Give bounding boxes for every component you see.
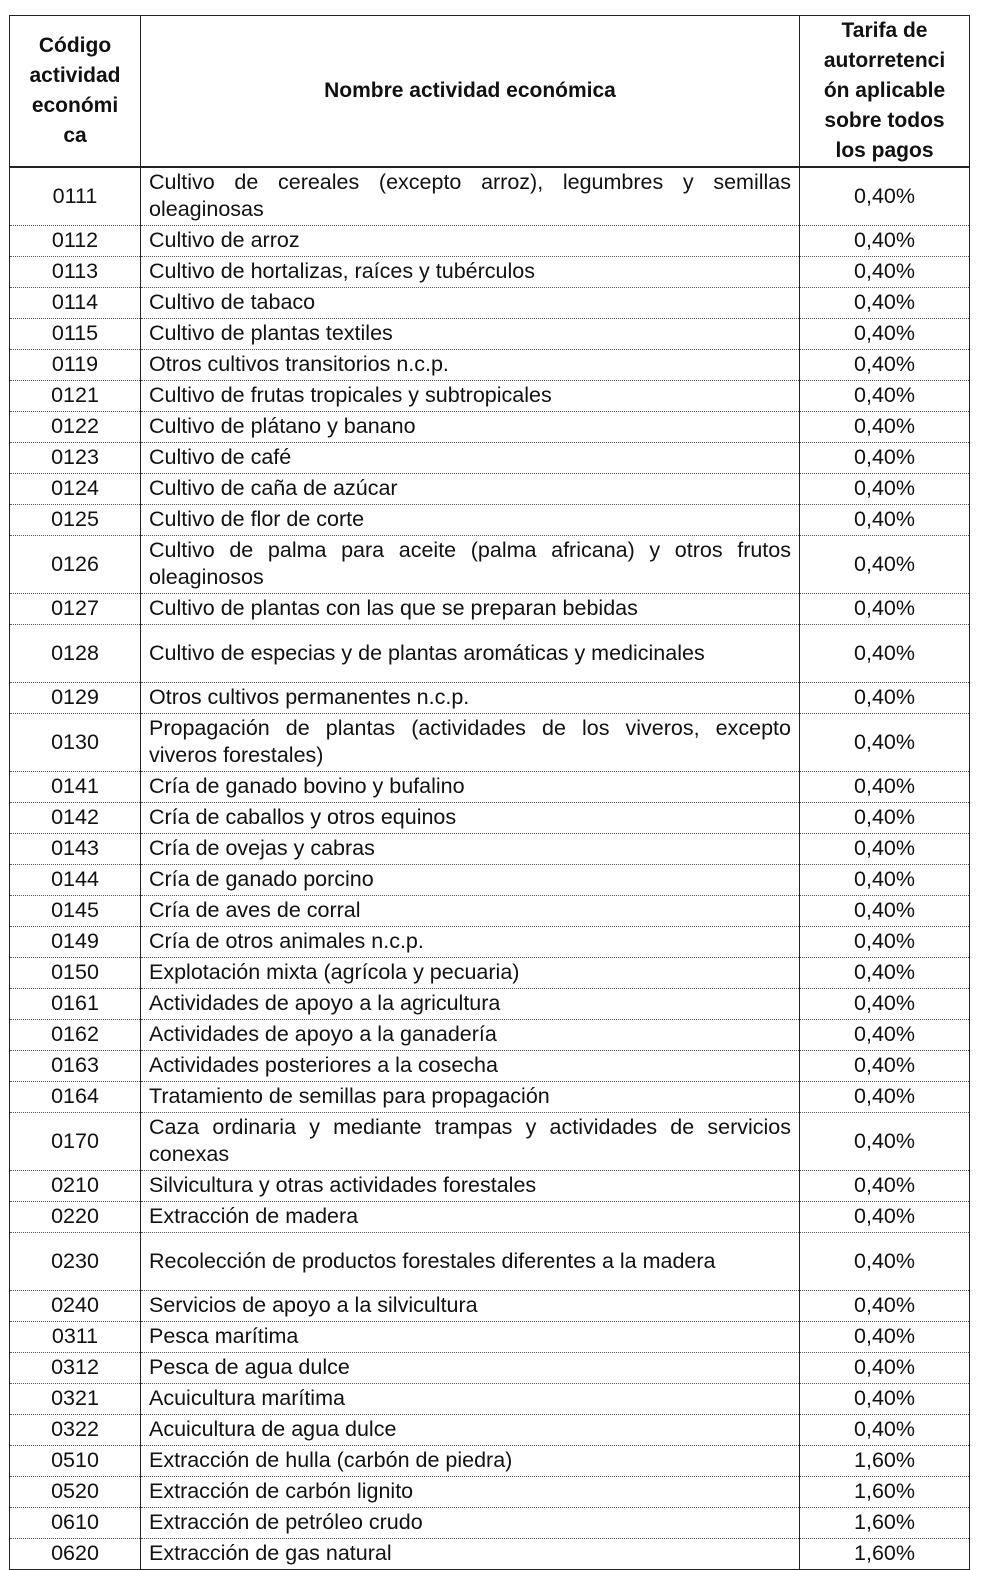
activity-name: Pesca de agua dulce [141,1353,800,1384]
table-row [10,412,970,443]
activity-rate: 0,40% [800,1322,970,1353]
table-row [10,1051,970,1082]
activity-name: Cultivo de plantas textiles [141,319,800,350]
activity-name: Propagación de plantas (actividades de los viveros, excepto viveros forestales) [141,714,800,772]
activity-rate: 0,40% [800,896,970,927]
activity-code: 0125 [10,505,141,536]
activity-code: 0142 [10,803,141,834]
activity-rate: 1,60% [800,1539,970,1570]
header-row [10,16,970,168]
activity-rate: 1,60% [800,1508,970,1539]
activity-name: Cría de otros animales n.c.p. [141,927,800,958]
activity-name: Cría de ganado bovino y bufalino [141,772,800,803]
activity-rate: 0,40% [800,505,970,536]
activity-rate: 0,40% [800,257,970,288]
activity-code: 0311 [10,1322,141,1353]
header-code-line: ca [63,124,87,147]
activity-name: Caza ordinaria y mediante trampas y actividades de servicios conexas [141,1113,800,1171]
activity-name: Cría de caballos y otros equinos [141,803,800,834]
table-row [10,927,970,958]
table-row [10,1384,970,1415]
activity-code: 0111 [10,167,141,226]
table-row [10,834,970,865]
table-row [10,594,970,625]
activity-name: Cría de ganado porcino [141,865,800,896]
table-row [10,1082,970,1113]
activity-rate: 0,40% [800,714,970,772]
activity-name: Explotación mixta (agrícola y pecuaria) [141,958,800,989]
document-page [9,15,969,1570]
activity-rate: 0,40% [800,167,970,226]
activity-rate: 1,60% [800,1477,970,1508]
header-rate [800,16,970,168]
activity-code: 0144 [10,865,141,896]
activity-code: 0119 [10,350,141,381]
activity-rate: 0,40% [800,443,970,474]
activity-code: 0161 [10,989,141,1020]
table-row [10,1508,970,1539]
header-code-line: Código [38,34,112,57]
activity-rate: 0,40% [800,594,970,625]
table-row [10,1020,970,1051]
activity-rate: 0,40% [800,989,970,1020]
activity-name: Cultivo de plátano y banano [141,412,800,443]
activity-rate: 0,40% [800,927,970,958]
activity-name: Cultivo de tabaco [141,288,800,319]
activity-rate: 0,40% [800,1051,970,1082]
table-row [10,772,970,803]
activity-rate: 0,40% [800,536,970,594]
activity-rate: 0,40% [800,803,970,834]
activity-name: Cultivo de palma para aceite (palma africana) y otros frutos oleaginosos [141,536,800,594]
activity-code: 0115 [10,319,141,350]
header-rate-line: ón aplicable [823,79,946,102]
table-header [10,16,970,168]
activity-name: Cultivo de hortalizas, raíces y tubérculos [141,257,800,288]
activity-code: 0240 [10,1291,141,1322]
activity-rate: 0,40% [800,772,970,803]
activity-name: Cultivo de arroz [141,226,800,257]
activity-rate: 0,40% [800,350,970,381]
table-row [10,1446,970,1477]
activity-rate: 0,40% [800,958,970,989]
activity-rate: 0,40% [800,1202,970,1233]
activity-name: Cultivo de caña de azúcar [141,474,800,505]
activity-name: Recolección de productos forestales diferentes a la madera [141,1233,800,1291]
activity-name: Extracción de gas natural [141,1539,800,1570]
table-row [10,1291,970,1322]
activity-code: 0113 [10,257,141,288]
activity-name: Cría de ovejas y cabras [141,834,800,865]
activity-rate: 0,40% [800,1113,970,1171]
activity-name: Extracción de petróleo crudo [141,1508,800,1539]
activity-rate: 0,40% [800,1082,970,1113]
activity-name: Cultivo de flor de corte [141,505,800,536]
activity-code: 0127 [10,594,141,625]
activity-rate: 0,40% [800,381,970,412]
table-row [10,1415,970,1446]
activity-code: 0126 [10,536,141,594]
activity-code: 0220 [10,1202,141,1233]
activity-name: Actividades de apoyo a la agricultura [141,989,800,1020]
activity-name: Extracción de hulla (carbón de piedra) [141,1446,800,1477]
table-row [10,1477,970,1508]
activity-code: 0312 [10,1353,141,1384]
activity-name: Cultivo de plantas con las que se preparan bebidas [141,594,800,625]
activity-name: Silvicultura y otras actividades forestales [141,1171,800,1202]
activity-name: Otros cultivos permanentes n.c.p. [141,683,800,714]
activity-rate: 0,40% [800,625,970,683]
activity-code: 0610 [10,1508,141,1539]
activity-name: Extracción de madera [141,1202,800,1233]
table-row [10,167,970,226]
activity-name: Cultivo de especias y de plantas aromáticas y medicinales [141,625,800,683]
activity-code: 0164 [10,1082,141,1113]
table-row [10,474,970,505]
table-row [10,536,970,594]
activity-name: Pesca marítima [141,1322,800,1353]
table-row [10,505,970,536]
table-row [10,683,970,714]
activity-rate: 0,40% [800,1384,970,1415]
header-code-line: actividad [29,64,121,87]
table-row [10,381,970,412]
activity-name: Servicios de apoyo a la silvicultura [141,1291,800,1322]
activity-code: 0520 [10,1477,141,1508]
table-row [10,1202,970,1233]
activity-code: 0322 [10,1415,141,1446]
table-row [10,989,970,1020]
table-row [10,319,970,350]
table-row [10,350,970,381]
activity-name: Cultivo de café [141,443,800,474]
table-row [10,865,970,896]
header-name: Nombre actividad económica [141,16,800,168]
activity-rate: 0,40% [800,412,970,443]
table-row [10,1539,970,1570]
activity-rate: 0,40% [800,1415,970,1446]
activity-code: 0141 [10,772,141,803]
activity-code: 0230 [10,1233,141,1291]
activity-rate: 0,40% [800,1020,970,1051]
table-row [10,1353,970,1384]
activity-code: 0162 [10,1020,141,1051]
table-row [10,1171,970,1202]
activity-code: 0128 [10,625,141,683]
activity-code: 0321 [10,1384,141,1415]
activity-name: Extracción de carbón lignito [141,1477,800,1508]
activity-name: Otros cultivos transitorios n.c.p. [141,350,800,381]
activity-code: 0114 [10,288,141,319]
table-row [10,1233,970,1291]
header-rate-line: autorretenci [823,49,946,72]
table-body [10,167,970,1570]
table-row [10,896,970,927]
activity-code: 0620 [10,1539,141,1570]
activity-name: Cultivo de cereales (excepto arroz), legumbres y semillas oleaginosas [141,167,800,226]
activity-name: Actividades posteriores a la cosecha [141,1051,800,1082]
activity-rate: 0,40% [800,834,970,865]
header-rate-line: Tarifa de [841,19,928,42]
activity-name: Cría de aves de corral [141,896,800,927]
header-rate-line: sobre todos [824,109,945,132]
activity-rate: 0,40% [800,1353,970,1384]
activities-table [9,15,970,1570]
activity-rate: 0,40% [800,474,970,505]
table-row [10,714,970,772]
activity-name: Tratamiento de semillas para propagación [141,1082,800,1113]
activity-code: 0145 [10,896,141,927]
activity-code: 0170 [10,1113,141,1171]
activity-rate: 0,40% [800,865,970,896]
activity-code: 0112 [10,226,141,257]
activity-code: 0121 [10,381,141,412]
activity-name: Acuicultura de agua dulce [141,1415,800,1446]
activity-code: 0129 [10,683,141,714]
activity-rate: 0,40% [800,1291,970,1322]
table-row [10,257,970,288]
table-row [10,625,970,683]
activity-code: 0130 [10,714,141,772]
table-row [10,958,970,989]
activity-code: 0124 [10,474,141,505]
activity-rate: 0,40% [800,319,970,350]
activity-code: 0210 [10,1171,141,1202]
activity-name: Acuicultura marítima [141,1384,800,1415]
activity-code: 0149 [10,927,141,958]
activity-code: 0122 [10,412,141,443]
table-row [10,226,970,257]
activity-code: 0150 [10,958,141,989]
activity-rate: 0,40% [800,1233,970,1291]
activity-code: 0163 [10,1051,141,1082]
activity-code: 0143 [10,834,141,865]
header-rate-line: los pagos [835,139,934,162]
table-row [10,1322,970,1353]
table-row [10,288,970,319]
activity-code: 0510 [10,1446,141,1477]
activity-rate: 0,40% [800,226,970,257]
header-code [10,16,141,168]
activity-rate: 0,40% [800,683,970,714]
header-code-line: económi [31,94,119,117]
activity-name: Actividades de apoyo a la ganadería [141,1020,800,1051]
activity-rate: 0,40% [800,288,970,319]
activity-rate: 0,40% [800,1171,970,1202]
activity-code: 0123 [10,443,141,474]
table-row [10,443,970,474]
table-row [10,1113,970,1171]
activity-rate: 1,60% [800,1446,970,1477]
activity-name: Cultivo de frutas tropicales y subtropicales [141,381,800,412]
table-row [10,803,970,834]
